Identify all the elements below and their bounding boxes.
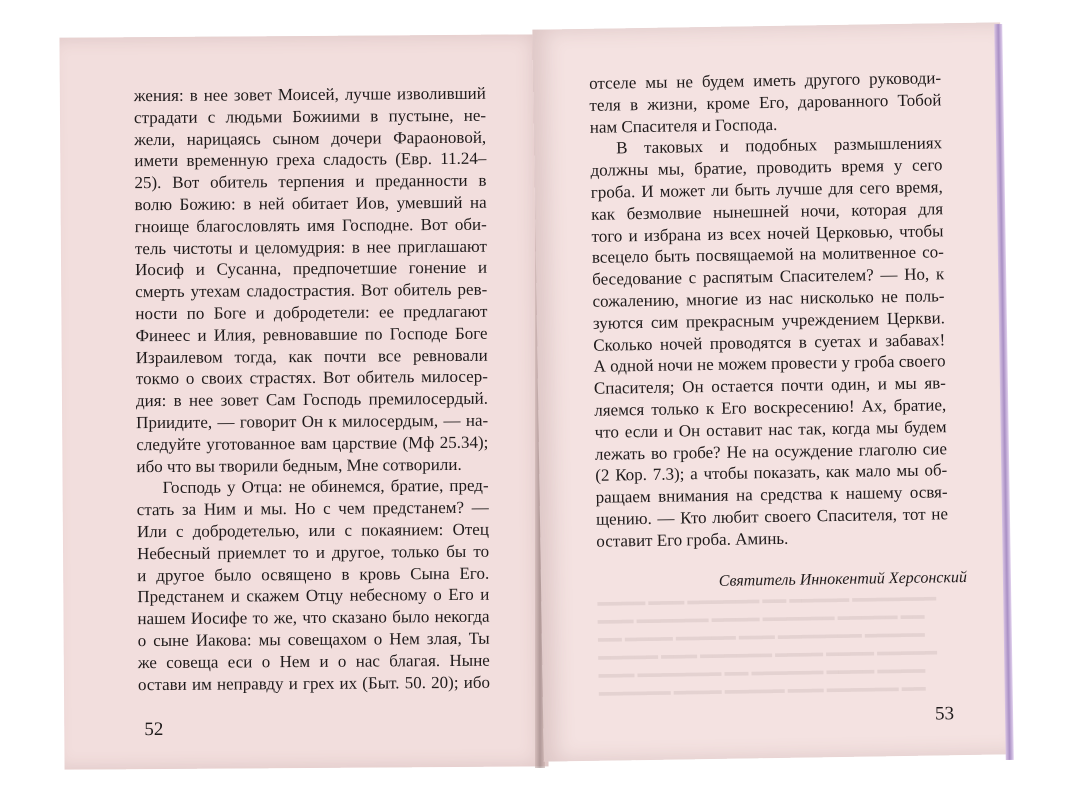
text-line: ращаем внимания на средства к нашему освя- xyxy=(595,482,948,507)
text-line: нам Спасителя и Господа. xyxy=(589,114,778,137)
text-line: Приидите, — говорит Он к милосердым, — на- xyxy=(136,410,489,433)
right-page-text xyxy=(588,67,968,699)
text-line: гноище благословлять имя Господне. Вот оби- xyxy=(134,214,487,236)
text-line: отселе мы не будем иметь другого руководи- xyxy=(588,68,942,93)
text-line: Господь у Отца: не обинемся, братие, пред- xyxy=(162,476,489,498)
left-page xyxy=(59,34,548,769)
page-number-left: 52 xyxy=(144,718,164,741)
text-line: зуются сим прекрасным учреждением Церкви. xyxy=(592,308,946,333)
text-line: ибо что вы творили бедным, Мне сотворили. xyxy=(136,454,462,476)
text-line: Финеес и Илия, ревновавшие по Господе Боге xyxy=(135,323,488,345)
text-line: Иосиф и Сусанна, предпочетшие гонение и xyxy=(135,258,488,280)
text-line: смерть утехам сладострастия. Вот обитель рев- xyxy=(135,279,488,302)
right-page xyxy=(532,22,1011,761)
text-line: того и избрана из всех ночей Церковью, чтобы xyxy=(591,220,944,246)
text-line: Или с добродетелью, или с покаянием: Отец xyxy=(136,519,489,542)
text-line: тель чистоты и целомудрия: в нее приглашают xyxy=(134,236,487,258)
text-line: остави им неправду и грех их (Быт. 50. 20); ибо xyxy=(137,672,491,694)
page-number-right: 53 xyxy=(934,703,955,725)
text-line: жели, нарицаясь сыном дочери Фараоновой, xyxy=(134,127,487,149)
text-line: Предстанем и скажем Отцу небесному о Его и xyxy=(137,585,490,607)
text-line: Израилевом тогда, как почти все ревновали xyxy=(135,345,488,367)
text-line: беседование с распятым Спасителем? — Но, к xyxy=(592,264,945,289)
text-line: как безмолвие нынешней ночи, которая для xyxy=(591,199,944,224)
text-line: Небесный приемлет то и другое, только бы то xyxy=(136,541,490,563)
text-line: дия: в нее зовет Сам Господь премилосердый. xyxy=(135,388,489,411)
text-line: должны мы, братие, проводить время у сего xyxy=(590,155,943,181)
text-line: стать за Ним и мы. Но с чем предстанем? — xyxy=(136,497,489,520)
text-line: (2 Кор. 7.3); а чтобы показать, как мало мы об- xyxy=(595,460,948,486)
text-line: сожалению, многие из нас нисколько не поль- xyxy=(592,286,945,311)
text-line: Спасителя; Он остается почти один, и мы яв- xyxy=(593,373,947,398)
text-line: волю Божию: в ней обитает Иов, умевший на xyxy=(134,192,487,215)
text-line: В таковых и подобных размышлениях xyxy=(616,133,943,158)
text-line: ляемся только к Его воскресению! Ах, братие, xyxy=(594,395,947,420)
text-line: что если и Он оставит нас так, когда мы будем xyxy=(594,417,947,442)
text-line: гроба. И может ли быть лучше для сего время, xyxy=(590,177,943,202)
text-line: 25). Вот обитель терпения и преданности в xyxy=(134,170,487,193)
text-line: жения: в нее зовет Моисей, лучше изволивший xyxy=(133,83,486,106)
text-line: токмо о своих страстях. Вот обитель милосер- xyxy=(135,367,488,389)
text-line: же совеща еси о Нем и о нас благая. Ныне xyxy=(137,650,490,672)
text-line: нашем Иосифе то же, что сказано было некогда xyxy=(137,606,490,629)
left-page-text xyxy=(134,83,490,696)
bleed-through-text: ▬▬▬▬ ▬▬▬ ▬▬▬▬▬▬ ▬▬ ▬▬▬▬▬ ▬▬▬▬▬▬▬ ▬▬▬ ▬▬▬▬▬▬ ▬▬▬▬ ▬▬▬▬▬▬ ▬▬▬▬▬ ▬▬ ▬▬ ▬▬▬▬ ▬▬▬▬▬ ▬▬▬ ▬▬▬▬▬▬▬ ▬▬▬▬▬ ▬▬▬▬▬ ▬▬▬ ▬▬▬▬▬▬ ▬▬▬▬ ▬▬▬▬ ▬▬▬▬▬ ▬▬▬ ▬▬▬▬▬▬▬ ▬▬ ▬▬▬▬▬▬ ▬▬▬▬ ▬▬▬▬ ▬▬▬▬▬▬ ▬▬▬▬ ▬▬▬▬▬ ▬▬▬ ▬▬▬▬▬▬ ▬▬ xyxy=(597,589,938,699)
text-line: лежать во гробе? Не на осуждение глаголю сие xyxy=(594,438,948,464)
text-line: ности по Боге и добродетели: ее предлагают xyxy=(135,301,488,324)
author-signature: Святитель Иннокентий Херсонский xyxy=(718,568,968,590)
text-line: имети временную греха сладость (Евр. 11.24– xyxy=(134,149,487,171)
text-line: всецело быть посвящаемой на молитвенное со- xyxy=(591,242,944,268)
text-line: о сыне Иакова: мы совещахом о Нем злая, Ты xyxy=(137,628,490,651)
text-line: щению. — Кто любит своего Спасителя, тот не xyxy=(595,504,949,529)
text-line: оставит Его гроба. Аминь. xyxy=(596,528,789,551)
text-line: Сколько ночей проводятся в суетах и забавах! xyxy=(593,329,946,355)
text-line: и другое было освящено в кровь Сына Его. xyxy=(137,563,490,585)
text-line: А одной ночи не можем провести у гроба своего xyxy=(593,351,946,377)
text-line: теля в жизни, кроме Его, дарованного Тобой xyxy=(589,90,942,115)
text-line: следуйте уготованное вам царствие (Мф 25.34); xyxy=(136,432,489,454)
text-line: страдати с людьми Божиими в пустыне, не- xyxy=(133,105,487,127)
